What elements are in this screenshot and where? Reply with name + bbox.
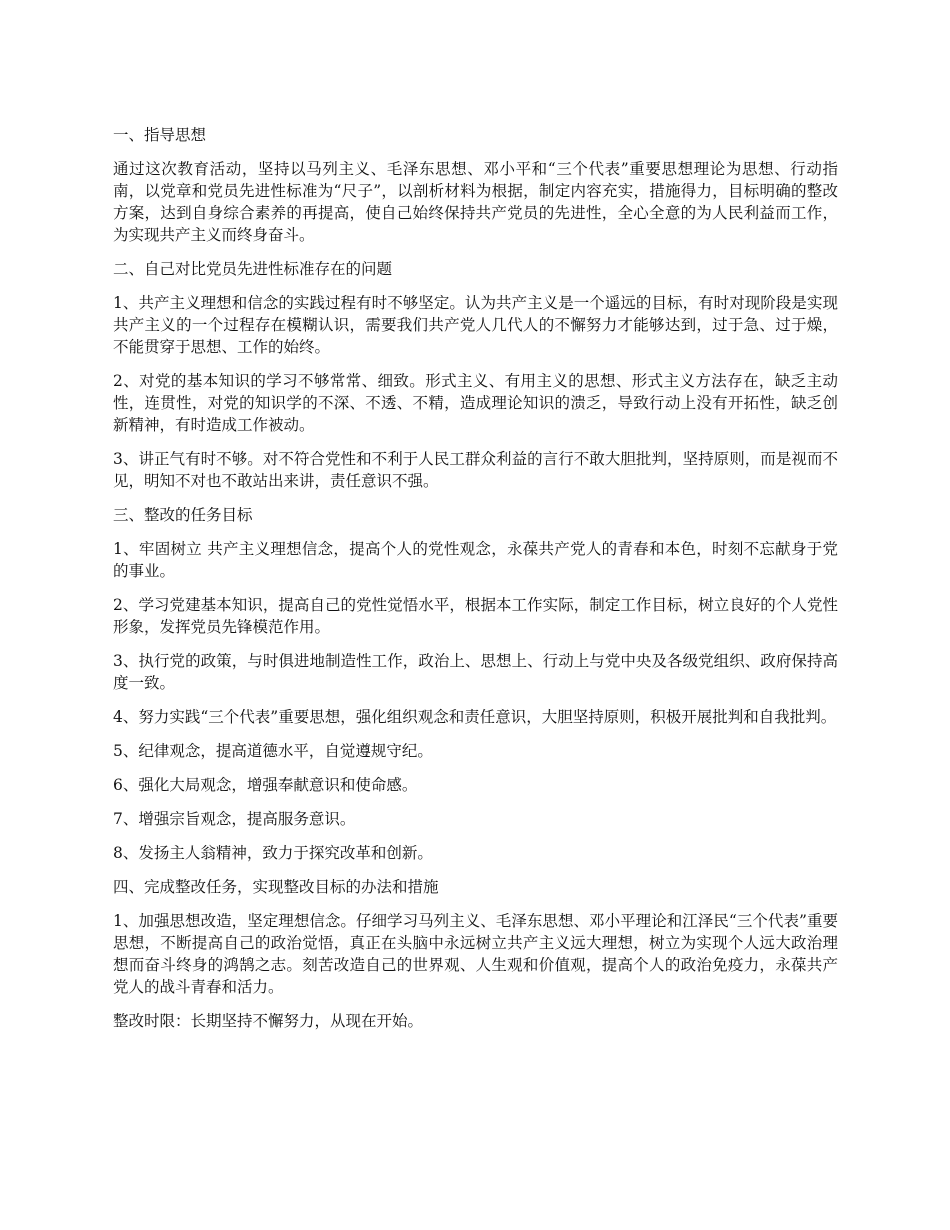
paragraph-guiding-thought: 通过这次教育活动，坚持以马列主义、毛泽东思想、邓小平和“三个代表”重要思想理论为思想、行动指南，以党章和党员先进性标准为“尺子”，以剖析材料为根据，制定内容充实，措施得力，目标明确的整改方案，达到自身综合素养的再提高，使自己始终保持共产党员的先进性，全心全意的为人民利益而工作，为实现共产主义而终身奋斗。 <box>113 160 838 244</box>
paragraph-problem-3: 3、讲正气有时不够。对不符合党性和不利于人民工群众利益的言行不敢大胆批判，坚持原则，而是视而不见，明知不对也不敢站出来讲，责任意识不强。 <box>113 450 838 490</box>
paragraph-deadline: 整改时限：长期坚持不懈努力，从现在开始。 <box>113 1012 424 1030</box>
paragraph-goal-6: 6、强化大局观念，增强奉献意识和使命感。 <box>113 776 418 794</box>
paragraph-goal-7: 7、增强宗旨观念，提高服务意识。 <box>113 810 356 828</box>
paragraph-problem-1: 1、共产主义理想和信念的实践过程有时不够坚定。认为共产主义是一个遥远的目标，有时对现阶段是实现共产主义的一个过程存在模糊认识，需要我们共产党人几代人的不懈努力才能够达到，过于急、过于燥，不能贯穿于思想、工作的始终。 <box>113 294 838 356</box>
paragraph-goal-4: 4、努力实践“三个代表”重要思想，强化组织观念和责任意识，大胆坚持原则，积极开展批判和自我批判。 <box>113 708 837 726</box>
section-heading-problems: 二、自己对比党员先进性标准存在的问题 <box>113 260 393 278</box>
section-heading-guiding-thought: 一、指导思想 <box>113 126 207 144</box>
paragraph-goal-8: 8、发扬主人翁精神，致力于探究改革和创新。 <box>113 844 433 862</box>
paragraph-problem-2: 2、对党的基本知识的学习不够常常、细致。形式主义、有用主义的思想、形式主义方法存在，缺乏主动性，连贯性，对党的知识学的不深、不透、不精，造成理论知识的溃乏，导致行动上没有开拓性，缺乏创新精神，有时造成工作被动。 <box>113 372 838 434</box>
paragraph-goal-3: 3、执行党的政策，与时俱进地制造性工作，政治上、思想上、行动上与党中央及各级党组织、政府保持高度一致。 <box>113 652 838 692</box>
section-heading-goals: 三、整改的任务目标 <box>113 506 253 524</box>
paragraph-goal-5: 5、纪律观念，提高道德水平，自觉遵规守纪。 <box>113 742 433 760</box>
paragraph-goal-1: 1、牢固树立 共产主义理想信念，提高个人的党性观念，永葆共产党人的青春和本色，时刻不忘献身于党的事业。 <box>113 540 838 580</box>
document-body <box>113 124 838 1044</box>
paragraph-goal-2: 2、学习党建基本知识，提高自己的党性觉悟水平，根据本工作实际，制定工作目标，树立良好的个人党性形象，发挥党员先锋模范作用。 <box>113 596 838 636</box>
paragraph-measure-1: 1、加强思想改造，坚定理想信念。仔细学习马列主义、毛泽东思想、邓小平理论和江泽民“三个代表”重要思想，不断提高自己的政治觉悟，真正在头脑中永远树立共产主义远大理想，树立为实现个人远大政治理想而奋斗终身的鸿鹄之志。刻苦改造自己的世界观、人生观和价值观，提高个人的政治免疫力，永葆共产党人的战斗青春和活力。 <box>113 912 838 996</box>
section-heading-measures: 四、完成整改任务，实现整改目标的办法和措施 <box>113 878 439 896</box>
